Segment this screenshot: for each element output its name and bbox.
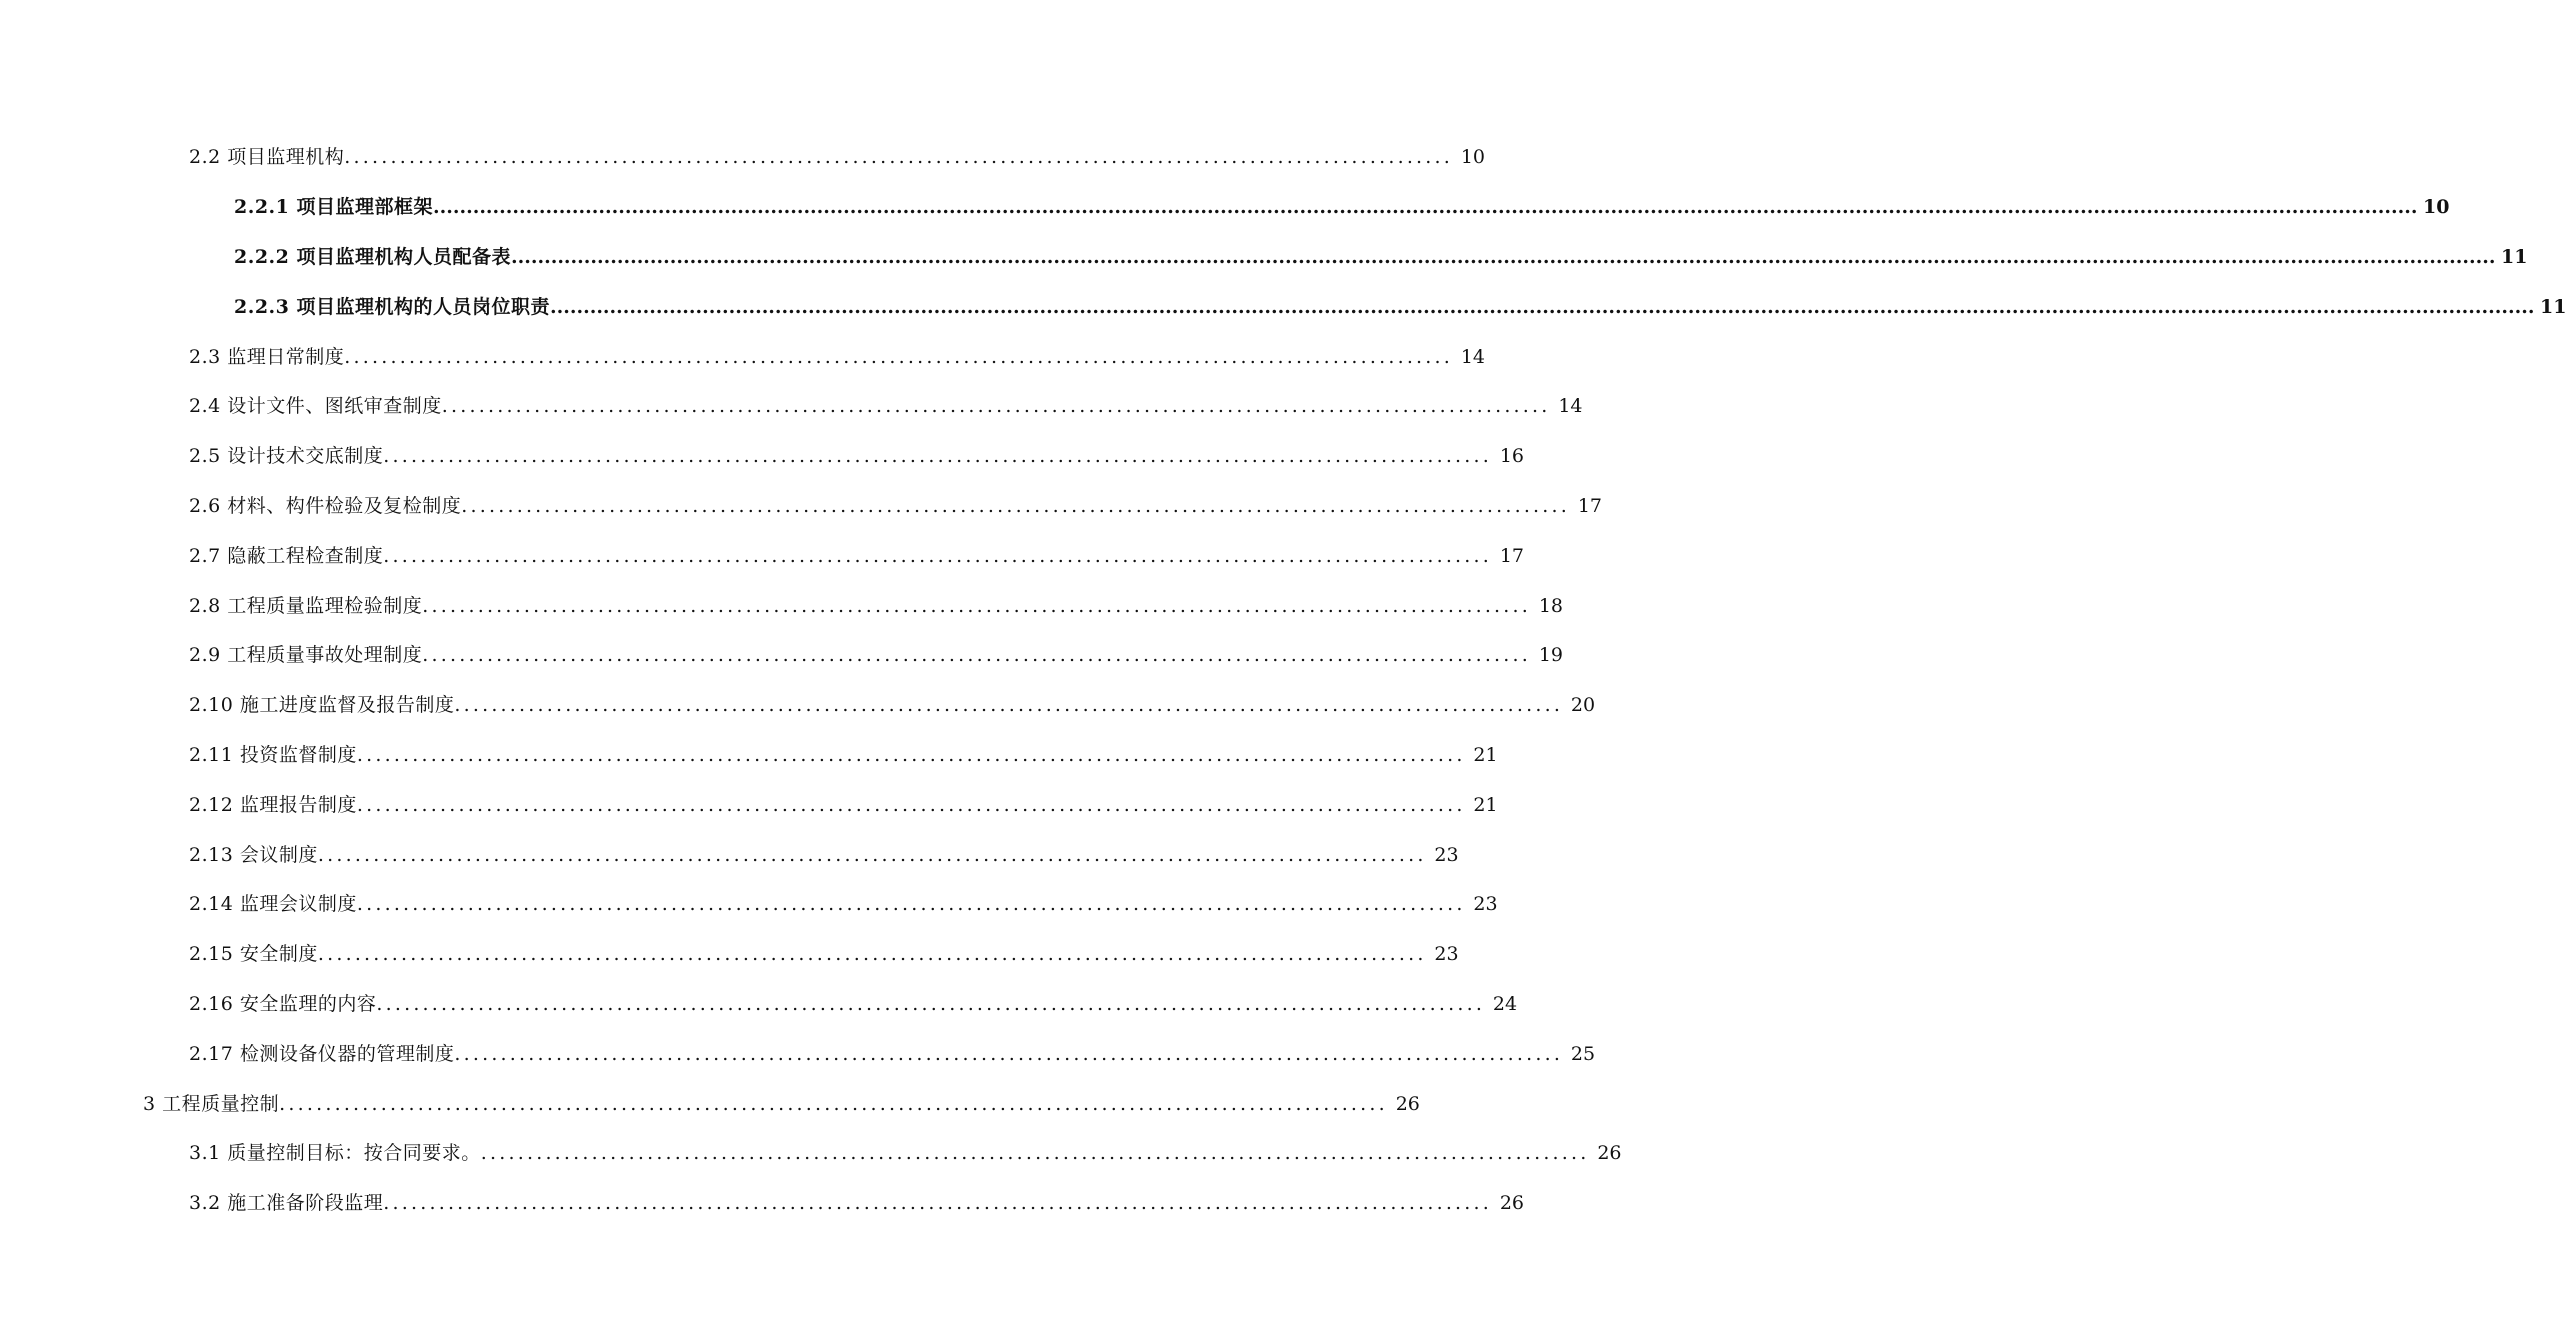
- toc-entry[interactable]: [0, 1179, 1525, 1229]
- toc-dot-leader: ........................................................................................................................: [279, 1092, 1388, 1115]
- toc-entry-title: 2.9 工程质量事故处理制度: [189, 644, 423, 667]
- toc-entry[interactable]: [0, 1129, 1622, 1179]
- toc-entry[interactable]: [0, 531, 1525, 581]
- toc-entry[interactable]: [0, 631, 1564, 681]
- toc-entry-title: 2.7 隐蔽工程检查制度: [189, 544, 384, 567]
- toc-page-number: 18: [1538, 594, 1564, 617]
- toc-dot-leader: ........................................................................................................................: [383, 544, 1493, 567]
- toc-dot-leader: ........................................................................................................................: [356, 893, 1466, 916]
- toc-entry-title: 2.2 项目监理机构: [189, 146, 345, 169]
- toc-dot-leader: ........................................................................................................................: [454, 1042, 1564, 1065]
- toc-page-number: 24: [1492, 992, 1518, 1015]
- toc-entry[interactable]: [0, 332, 1486, 382]
- toc-entry[interactable]: [0, 930, 1459, 980]
- toc-page-number: 25: [1570, 1042, 1596, 1065]
- toc-dot-leader: ........................................................................................................................: [317, 943, 1427, 966]
- toc-dot-leader: ........................................................................................................................: [441, 395, 1551, 418]
- toc-page-number: 11: [2501, 245, 2528, 268]
- toc-entry-title: 2.6 材料、构件检验及复检制度: [189, 494, 462, 517]
- toc-dot-leader: ........................................................................................................................: [422, 594, 1532, 617]
- toc-entry[interactable]: [0, 183, 2450, 233]
- toc-dot-leader: ........................................................................................................................: [383, 1192, 1493, 1215]
- toc-entry-title: 3 工程质量控制: [143, 1092, 280, 1115]
- toc-page-number: 23: [1434, 943, 1459, 966]
- toc-page-number: 21: [1473, 793, 1498, 816]
- toc-entry[interactable]: [0, 133, 1486, 183]
- toc-page-number: 17: [1499, 544, 1525, 567]
- toc-dot-leader: ............................................................................................................................................................................................................................................................................................................: [550, 295, 2535, 318]
- toc-entry[interactable]: [0, 382, 1583, 432]
- toc-entry-title: 3.1 质量控制目标：按合同要求。: [189, 1142, 481, 1165]
- toc-entry[interactable]: [0, 233, 2528, 283]
- toc-entry[interactable]: [0, 880, 1498, 930]
- toc-dot-leader: ........................................................................................................................: [344, 345, 1454, 368]
- toc-page-number: 23: [1473, 893, 1498, 916]
- toc-dot-leader: ........................................................................................................................: [383, 445, 1493, 468]
- toc-page-number: 16: [1499, 445, 1525, 468]
- toc-entry[interactable]: [0, 780, 1498, 830]
- toc-page-number: 26: [1597, 1142, 1622, 1165]
- toc-page-number: 10: [1460, 146, 1486, 169]
- toc-entry[interactable]: [0, 282, 2566, 332]
- toc-page-number: 21: [1473, 743, 1498, 766]
- toc-page-number: 14: [1558, 395, 1583, 418]
- toc-entry[interactable]: [0, 731, 1498, 781]
- toc-dot-leader: ........................................................................................................................: [480, 1142, 1590, 1165]
- toc-page-number: 10: [2423, 196, 2450, 219]
- toc-entry-title: 2.15 安全制度: [189, 943, 318, 966]
- toc-page-number: 26: [1499, 1192, 1525, 1215]
- toc-entry-title: 2.11 投资监督制度: [189, 743, 357, 766]
- toc-entry[interactable]: [0, 432, 1525, 482]
- toc-entry-title: 2.13 会议制度: [189, 843, 318, 866]
- toc-page-number: 26: [1395, 1092, 1420, 1115]
- toc-entry[interactable]: [0, 1079, 1420, 1129]
- toc-entry[interactable]: [0, 581, 1564, 631]
- toc-dot-leader: ........................................................................................................................: [317, 843, 1427, 866]
- toc-entry-title: 2.2.3 项目监理机构的人员岗位职责: [234, 295, 551, 318]
- toc-entry-title: 2.2.2 项目监理机构人员配备表: [234, 245, 512, 268]
- toc-dot-leader: ........................................................................................................................: [454, 694, 1564, 717]
- toc-dot-leader: ........................................................................................................................: [344, 146, 1454, 169]
- toc-entry[interactable]: [0, 830, 1459, 880]
- toc-entry-title: 2.14 监理会议制度: [189, 893, 357, 916]
- toc-dot-leader: ............................................................................................................................................................................................................................................................................................................: [511, 245, 2496, 268]
- toc-entry[interactable]: [0, 681, 1596, 731]
- toc-entry-title: 2.17 检测设备仪器的管理制度: [189, 1042, 455, 1065]
- toc-entry-title: 2.2.1 项目监理部框架: [234, 196, 434, 219]
- toc-entry-title: 2.10 施工进度监督及报告制度: [189, 694, 455, 717]
- toc-entry[interactable]: [0, 980, 1518, 1030]
- toc-entry-title: 2.3 监理日常制度: [189, 345, 345, 368]
- toc-dot-leader: ............................................................................................................................................................................................................................................................................................................: [433, 196, 2418, 219]
- toc-entry-title: 2.16 安全监理的内容: [189, 992, 377, 1015]
- toc-dot-leader: ........................................................................................................................: [461, 494, 1571, 517]
- toc-entry-title: 2.12 监理报告制度: [189, 793, 357, 816]
- toc-entry[interactable]: [0, 1029, 1596, 1079]
- toc-dot-leader: ........................................................................................................................: [356, 743, 1466, 766]
- toc-page-number: 23: [1434, 843, 1459, 866]
- toc-page-number: 14: [1460, 345, 1486, 368]
- toc-page-number: 20: [1570, 694, 1596, 717]
- toc-page-number: 11: [2540, 295, 2566, 318]
- toc-page-number: 19: [1538, 644, 1564, 667]
- toc-dot-leader: ........................................................................................................................: [422, 644, 1532, 667]
- toc-entry[interactable]: [0, 482, 1603, 532]
- table-of-contents: [0, 133, 2566, 1229]
- toc-entry-title: 2.4 设计文件、图纸审查制度: [189, 395, 442, 418]
- toc-page-number: 17: [1577, 494, 1603, 517]
- toc-dot-leader: ........................................................................................................................: [356, 793, 1466, 816]
- toc-entry-title: 2.8 工程质量监理检验制度: [189, 594, 423, 617]
- toc-dot-leader: ........................................................................................................................: [376, 992, 1486, 1015]
- toc-entry-title: 3.2 施工准备阶段监理: [189, 1192, 384, 1215]
- toc-entry-title: 2.5 设计技术交底制度: [189, 445, 384, 468]
